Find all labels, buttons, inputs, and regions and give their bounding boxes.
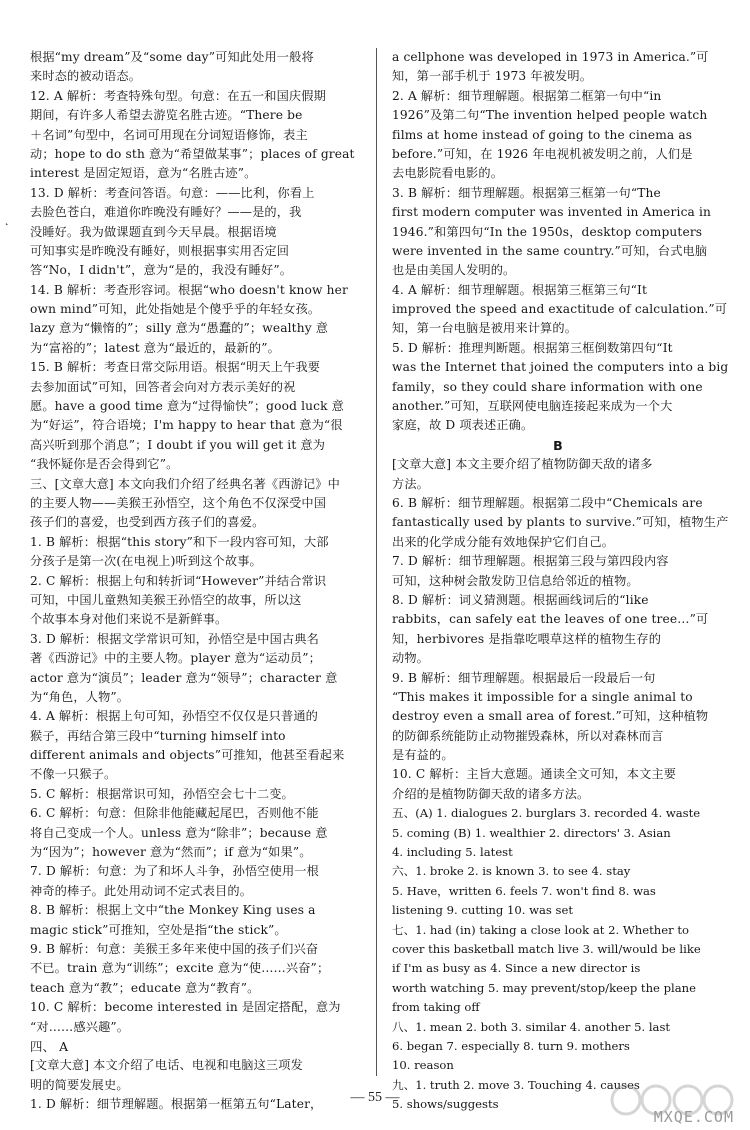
text-line: a cellphone was developed in 1973 in America.”可 <box>392 50 709 64</box>
text-line: 可知，中国儿童熟知美猴王孙悟空的故事，所以这 <box>30 592 302 607</box>
text-line: 5. Have，written 6. feels 7. won't find 8. was <box>392 883 656 898</box>
text-line: 7. D 解析：细节理解题。根据第三段与第四段内容 <box>392 554 669 569</box>
text-line: magic stick”可推知，空处是指“the stick”。 <box>30 922 287 937</box>
right-column <box>392 48 729 1112</box>
text-line: teach 意为“教”；educate 意为“教育”。 <box>30 980 260 995</box>
text-line: “This makes it impossible for a single animal to <box>392 689 693 704</box>
column-divider <box>376 48 377 1076</box>
text-line: 去参加面试”可知，回答者会向对方表示美好的祝 <box>30 379 296 394</box>
text-line: 为“因为”；however 意为“然而”；if 意为“如果”。 <box>30 845 312 860</box>
text-line: another.”可知，互联网使电脑连接起来成为一个大 <box>392 399 673 414</box>
text-line: 家庭，故 D 项表述正确。 <box>392 418 534 433</box>
text-line: 高兴听到那个消息”；I doubt if you will get it 意为 <box>30 437 326 452</box>
left-column <box>30 48 362 1112</box>
text-line: 5. shows/suggests <box>392 1097 499 1112</box>
text-line: “对……感兴趣”。 <box>30 1019 130 1034</box>
text-line: 动物。 <box>392 651 430 666</box>
text-line: destroy even a small area of forest.”可知，这种植物 <box>392 709 709 724</box>
text-line: films at home instead of going to the cinema as <box>392 127 693 142</box>
text-line: 六、1. broke 2. is known 3. to see 4. stay <box>392 864 631 879</box>
text-line: if I'm as busy as 4. Since a new director is <box>392 961 641 976</box>
text-line: 将自己变成一个人。unless 意为“除非”；because 意 <box>30 825 328 840</box>
text-line: 八、1. mean 2. both 3. similar 4. another 5. last <box>392 1019 671 1034</box>
text-line: 不像一只猴子。 <box>30 767 117 782</box>
text-line: worth watching 5. may prevent/stop/keep the plane <box>392 980 696 995</box>
text-line: 也是由美国人发明的。 <box>392 263 516 278</box>
text-line: 10. C 解析：become interested in 是固定搭配，意为 <box>30 1000 341 1015</box>
text-line: 知，第一部手机于 1973 年被发明。 <box>392 69 593 84</box>
text-line: 出来的化学成分能有效地保护它们自己。 <box>392 534 615 549</box>
text-line: own mind”可知，此处指她是个傻乎乎的年轻女孩。 <box>30 302 321 317</box>
text-line: 3. B 解析：细节理解题。根据第三框第一句“The <box>392 185 661 200</box>
text-line: ＋名词”句型中，名词可用现在分词短语修饰，表主 <box>30 127 308 142</box>
text-line: 的防御系统能防止动物摧毁森林，所以对森林而言 <box>392 728 664 743</box>
text-line: 1946.”和第四句“In the 1950s，desktop computers <box>392 224 703 239</box>
text-line: from taking off <box>392 1000 480 1015</box>
text-line: 介绍的是植物防御天敌的诸多方法。 <box>392 786 590 801</box>
text-line: 没睡好。我为做课题直到今天早晨。根据语境 <box>30 224 277 239</box>
text-line: 8. B 解析：根据上文中“the Monkey King uses a <box>30 903 316 918</box>
text-line: 五、(A) 1. dialogues 2. burglars 3. recorded 4. waste <box>392 806 701 821</box>
text-line: listening 9. cutting 10. was set <box>392 903 574 918</box>
text-line: 1. B 解析：根据“this story”和下一段内容可知，大部 <box>30 534 329 549</box>
text-line: 6. C 解析：句意：但除非他能藏起尾巴，否则他不能 <box>30 806 319 821</box>
text-line: interest 是固定短语，意为“名胜古迹”。 <box>30 166 257 181</box>
text-line: 三、[文章大意] 本文向我们介绍了经典名著《西游记》中 <box>30 476 340 491</box>
text-line: 根据“my dream”及“some day”可知此处用一般将 <box>30 50 314 64</box>
text-line: 4. including 5. latest <box>392 845 513 860</box>
text-line: 不已。train 意为“训练”；excite 意为“使……兴奋”； <box>30 961 330 976</box>
watermark-text: MXQE.COM <box>653 1108 734 1126</box>
text-line: 3. D 解析：根据文学常识可知，孙悟空是中国古典名 <box>30 631 319 646</box>
text-line: 15. B 解析：考查日常交际用语。根据“明天上午我要 <box>30 360 321 375</box>
text-line: 6. began 7. especially 8. turn 9. mothers <box>392 1038 630 1053</box>
text-line: were invented in the same country.”可知，台式电脑 <box>392 243 708 258</box>
text-line: fantastically used by plants to survive.”可知，植物生产 <box>392 515 729 530</box>
text-line: 的主要人物——美猴王孙悟空，这个角色不仅深受中国 <box>30 495 327 510</box>
text-line: rabbits，can safely eat the leaves of one tree…”可 <box>392 612 709 627</box>
text-line: 12. A 解析：考查特殊句型。句意：在五一和国庆假期 <box>30 88 326 103</box>
text-line: 去电影院看电影的。 <box>392 166 504 181</box>
text-line: 猴子，再结合第三段中“turning himself into <box>30 728 286 743</box>
text-line: 个故事本身对他们来说不是新鲜事。 <box>30 612 228 627</box>
text-line: different animals and objects”可推知，他甚至看起来 <box>30 748 345 763</box>
text-line: 2. C 解析：根据上句和转折词“However”并结合常识 <box>30 573 327 588</box>
text-line: 期间，有许多人希望去游览名胜古迹。“There be <box>30 108 303 123</box>
text-line: 答“No，I didn't”，意为“是的，我没有睡好”。 <box>30 263 293 278</box>
text-line: 4. A 解析：根据上句可知，孙悟空不仅仅是只普通的 <box>30 709 319 724</box>
page-number: — 55 — <box>350 1090 400 1105</box>
text-line: actor 意为“演员”；leader 意为“领导”；character 意 <box>30 670 338 685</box>
text-line: cover this basketball match live 3. will/would be like <box>392 941 701 956</box>
text-line: 5. D 解析：推理判断题。根据第三框倒数第四句“It <box>392 340 673 355</box>
text-line: 来时态的被动语态。 <box>30 69 142 84</box>
text-line: 明的简要发展史。 <box>30 1077 129 1092</box>
text-line: 为“富裕的”；latest 意为“最近的，最新的”。 <box>30 340 280 355</box>
text-line: 动；hope to do sth 意为“希望做某事”；places of great <box>30 146 355 161</box>
text-line: 1926”及第二句“The invention helped people watch <box>392 108 708 123</box>
text-line: 九、1. truth 2. move 3. Touching 4. causes <box>392 1077 640 1092</box>
text-line: 8. D 解析：词义猜测题。根据画线词后的“like <box>392 592 649 607</box>
text-line: 6. B 解析：细节理解题。根据第二段中“Chemicals are <box>392 495 703 510</box>
text-line: [文章大意] 本文主要介绍了植物防御天敌的诸多 <box>392 457 653 472</box>
text-line: “我怀疑你是否会得到它”。 <box>30 457 179 472</box>
text-line: 13. D 解析：考查问答语。句意：——比利，你看上 <box>30 185 315 200</box>
text-line: 分孩子是第一次(在电视上)听到这个故事。 <box>30 554 262 569</box>
text-line: 孩子们的喜爱，也受到西方孩子们的喜爱。 <box>30 515 265 530</box>
text-line: 9. B 解析：句意：美猴王多年来使中国的孩子们兴奋 <box>30 941 319 956</box>
text-line: 7. D 解析：句意：为了和坏人斗争，孙悟空使用一根 <box>30 864 319 879</box>
text-line: 10. C 解析：主旨大意题。通读全文可知，本文主要 <box>392 767 677 782</box>
text-line: 为“角色，人物”。 <box>30 689 130 704</box>
text-line: 5. C 解析：根据常识可知，孙悟空会七十二变。 <box>30 786 294 801</box>
text-line: improved the speed and exactitude of calculation.”可 <box>392 302 728 317</box>
text-line: was the Internet that joined the computers into a big <box>392 360 729 375</box>
text-line: 愿。have a good time 意为“过得愉快”；good luck 意 <box>30 399 344 414</box>
text-line: 去脸色苍白，难道你昨晚没有睡好？——是的，我 <box>30 205 302 220</box>
text-line: 七、1. had (in) taking a close look at 2. Whether to <box>392 922 689 937</box>
text-line: 10. reason <box>392 1058 454 1073</box>
text-line: 知，herbivores 是指靠吃喂草这样的植物生存的 <box>392 631 662 646</box>
text-line: 14. B 解析：考查形容词。根据“who doesn't know her <box>30 282 348 297</box>
text-line: 1. D 解析：细节理解题。根据第一框第五句“Later， <box>30 1097 323 1112</box>
text-line: 为“好运”，符合语境；I'm happy to hear that 意为“很 <box>30 418 343 433</box>
text-line: B <box>553 437 563 453</box>
text-line: 四、 A <box>30 1038 69 1054</box>
text-line: 可知，这种树会散发防卫信息给邻近的植物。 <box>392 573 639 588</box>
text-line: 方法。 <box>392 476 430 491</box>
margin-mark: ˛ <box>4 213 10 226</box>
text-line: 神奇的棒子。此处用动词不定式表目的。 <box>30 883 253 898</box>
text-line: 可知事实是昨晚没有睡好，则根据事实用否定回 <box>30 243 290 258</box>
text-line: 著《西游记》中的主要人物。player 意为“运动员”； <box>30 651 321 666</box>
text-line: 2. A 解析：细节理解题。根据第二框第一句中“in <box>392 88 662 103</box>
text-line: 知，第一台电脑是被用来计算的。 <box>392 321 578 336</box>
text-line: family，so they could share information with one <box>392 379 703 394</box>
text-line: 是有益的。 <box>392 748 454 763</box>
text-line: 9. B 解析：细节理解题。根据最后一段最后一句 <box>392 670 656 685</box>
text-line: [文章大意] 本文介绍了电话、电视和电脑这三项发 <box>30 1058 303 1073</box>
text-line: before.”可知，在 1926 年电视机被发明之前，人们是 <box>392 146 693 161</box>
text-line: lazy 意为“懒惰的”；silly 意为“愚蠢的”；wealthy 意 <box>30 321 329 336</box>
text-line: 4. A 解析：细节理解题。根据第三框第三句“It <box>392 282 648 297</box>
text-line: 5. coming (B) 1. wealthier 2. directors' 3. Asian <box>392 825 671 840</box>
text-line: first modern computer was invented in America in <box>392 205 712 220</box>
